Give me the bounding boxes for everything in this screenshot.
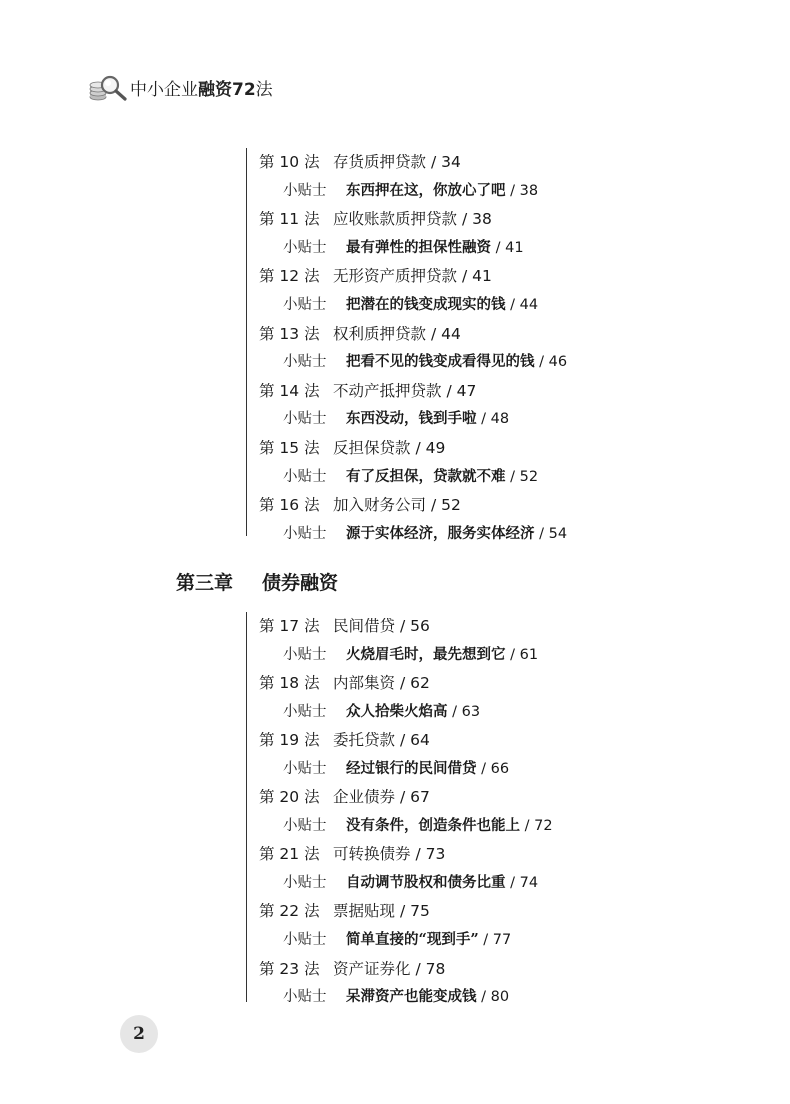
toc-entry xyxy=(247,320,747,377)
tip-line: 小贴士 众人拾柴火焰高 / 63 xyxy=(283,702,481,720)
tip-line: 小贴士 把潜在的钱变成现实的钱 / 44 xyxy=(283,295,539,313)
tip-line: 小贴士 火烧眉毛时，最先想到它 / 61 xyxy=(283,645,539,663)
toc-entry xyxy=(247,205,747,262)
toc-entry xyxy=(247,783,747,840)
method-line: 第 13 法 权利质押贷款 / 44 xyxy=(259,324,461,343)
running-header xyxy=(88,72,273,102)
method-line: 第 19 法 委托贷款 / 64 xyxy=(259,731,430,750)
chapter-title: 债券融资 xyxy=(262,572,339,594)
chapter-heading xyxy=(176,568,338,595)
tip-line: 小贴士 简单直接的“现到手” / 77 xyxy=(283,931,512,949)
method-line: 第 17 法 民间借贷 / 56 xyxy=(259,617,430,635)
chapter-number: 第三章 xyxy=(176,572,234,594)
toc-entry xyxy=(247,434,747,491)
tip-line: 小贴士 自动调节股权和债务比重 / 74 xyxy=(283,873,539,891)
toc-entry xyxy=(247,955,747,1012)
method-line: 第 23 法 资产证券化 / 78 xyxy=(259,959,446,978)
method-line: 第 16 法 加入财务公司 / 52 xyxy=(259,496,461,515)
method-line: 第 15 法 反担保贷款 / 49 xyxy=(259,438,446,457)
tip-line: 小贴士 东西押在这，你放心了吧 / 38 xyxy=(283,181,539,199)
tip-line: 小贴士 没有条件，创造条件也能上 / 72 xyxy=(283,816,553,834)
method-line: 第 18 法 内部集资 / 62 xyxy=(259,674,430,693)
method-line: 第 14 法 不动产抵押贷款 / 47 xyxy=(259,381,477,400)
tip-line: 小贴士 把看不见的钱变成看得见的钱 / 46 xyxy=(283,353,568,371)
tip-line: 小贴士 最有弹性的担保性融资 / 41 xyxy=(283,238,524,256)
toc-section-chapter3 xyxy=(246,612,747,1006)
tip-line: 小贴士 经过银行的民间借贷 / 66 xyxy=(283,759,510,777)
toc-entry xyxy=(247,897,747,954)
toc-entry xyxy=(247,612,747,669)
method-line: 第 11 法 应收账款质押贷款 / 38 xyxy=(259,210,492,229)
toc-section-chapter2 xyxy=(246,148,747,542)
tip-line: 小贴士 有了反担保，贷款就不难 / 52 xyxy=(283,467,539,485)
method-line: 第 21 法 可转换债券 / 73 xyxy=(259,845,446,864)
toc-entry xyxy=(247,840,747,897)
toc-entry xyxy=(247,148,747,205)
method-line: 第 10 法 存货质押贷款 / 34 xyxy=(259,153,461,171)
tip-line: 小贴士 源于实体经济，服务实体经济 / 54 xyxy=(283,524,568,542)
method-line: 第 20 法 企业债券 / 67 xyxy=(259,788,430,807)
toc-entry xyxy=(247,726,747,783)
page-number: 2 xyxy=(120,1015,158,1053)
tip-line: 小贴士 呆滞资产也能变成钱 / 80 xyxy=(283,988,510,1006)
coins-magnifier-icon xyxy=(88,72,130,102)
tip-line: 小贴士 东西没动，钱到手啦 / 48 xyxy=(283,410,510,428)
toc-entry xyxy=(247,491,747,548)
book-title: 中小企业融资72法 xyxy=(130,79,273,100)
toc-entry xyxy=(247,377,747,434)
toc-entry xyxy=(247,669,747,726)
toc-entry xyxy=(247,262,747,319)
method-line: 第 22 法 票据贴现 / 75 xyxy=(259,902,430,921)
method-line: 第 12 法 无形资产质押贷款 / 41 xyxy=(259,267,492,286)
